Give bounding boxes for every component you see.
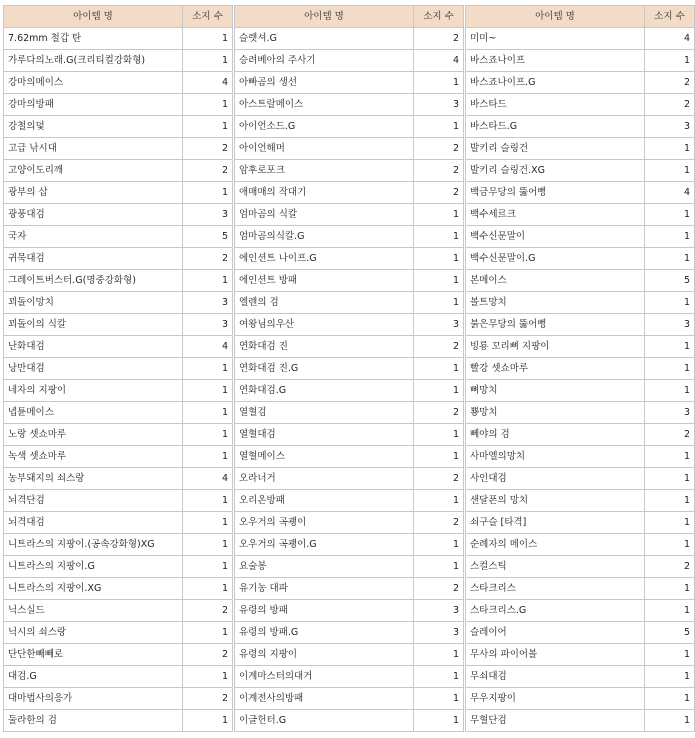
item-count-cell: 1 <box>645 160 695 182</box>
item-count-cell: 2 <box>414 468 464 490</box>
item-count-cell: 2 <box>183 688 233 710</box>
item-count-cell: 1 <box>183 534 233 556</box>
item-name-cell: 뿅망치 <box>466 402 645 424</box>
item-count-cell: 1 <box>645 446 695 468</box>
item-count-cell: 1 <box>645 688 695 710</box>
item-count-cell: 3 <box>414 314 464 336</box>
item-name-cell: 니트라스의 지팡이.(공속강화형)XG <box>4 534 183 556</box>
item-name-cell: 엄마곰의식칼.G <box>235 226 414 248</box>
table-row <box>4 688 695 710</box>
item-name-cell: 스컬스틱 <box>466 556 645 578</box>
item-count-cell: 1 <box>414 644 464 666</box>
item-name-cell: 승려베아의 주사기 <box>235 50 414 72</box>
item-name-cell: 이글헌터.G <box>235 710 414 732</box>
item-name-cell: 백수신문말이 <box>466 226 645 248</box>
item-name-cell: 니트라스의 지팡이.XG <box>4 578 183 600</box>
item-name-cell: 아이언해머 <box>235 138 414 160</box>
item-count-cell: 1 <box>183 358 233 380</box>
item-name-cell: 슬렛셔.G <box>235 28 414 50</box>
item-name-cell: 열혈검 <box>235 402 414 424</box>
table-row <box>4 644 695 666</box>
item-count-cell: 1 <box>183 578 233 600</box>
item-count-cell: 1 <box>183 424 233 446</box>
item-count-cell: 3 <box>645 116 695 138</box>
item-name-cell: 슬레이어 <box>466 622 645 644</box>
item-count-cell: 1 <box>414 556 464 578</box>
item-name-cell: 바스타드.G <box>466 116 645 138</box>
item-name-cell: 유령의 방패 <box>235 600 414 622</box>
item-name-cell: 바스죠나이프.G <box>466 72 645 94</box>
item-name-cell: 광부의 삽 <box>4 182 183 204</box>
table-row <box>4 336 695 358</box>
item-count-cell: 4 <box>645 182 695 204</box>
item-count-cell: 2 <box>414 182 464 204</box>
item-count-cell: 2 <box>645 94 695 116</box>
item-name-cell: 강철의덫 <box>4 116 183 138</box>
table-row <box>4 248 695 270</box>
item-name-cell: 강마의메이스 <box>4 72 183 94</box>
item-name-cell: 아스트랄메이스 <box>235 94 414 116</box>
item-name-cell: 강마의방패 <box>4 94 183 116</box>
item-name-cell: 뼈망치 <box>466 380 645 402</box>
table-row <box>4 160 695 182</box>
item-name-cell: 고양이도리깨 <box>4 160 183 182</box>
header-row <box>4 6 695 28</box>
table-row <box>4 402 695 424</box>
item-count-cell: 1 <box>183 182 233 204</box>
item-count-cell: 1 <box>645 204 695 226</box>
item-count-cell: 1 <box>183 556 233 578</box>
item-count-cell: 2 <box>414 160 464 182</box>
item-count-cell: 2 <box>414 402 464 424</box>
item-name-cell: 연화대검 진.G <box>235 358 414 380</box>
item-count-cell: 3 <box>645 314 695 336</box>
item-count-cell: 1 <box>183 512 233 534</box>
item-name-cell: 고급 낚시대 <box>4 138 183 160</box>
item-count-cell: 1 <box>183 402 233 424</box>
item-count-cell: 2 <box>183 138 233 160</box>
item-name-cell: 열혈대검 <box>235 424 414 446</box>
item-count-cell: 4 <box>645 28 695 50</box>
item-name-cell: 꾀돌이망치 <box>4 292 183 314</box>
table-row <box>4 666 695 688</box>
item-name-cell: 유기농 대파 <box>235 578 414 600</box>
item-name-cell: 샌달폰의 망치 <box>466 490 645 512</box>
item-count-cell: 1 <box>183 710 233 732</box>
inventory-table <box>3 5 695 732</box>
item-count-cell: 1 <box>645 138 695 160</box>
item-count-cell: 1 <box>645 600 695 622</box>
item-name-cell: 둘라한의 검 <box>4 710 183 732</box>
item-name-cell: 농부돼지의 쇠스랑 <box>4 468 183 490</box>
item-name-cell: 닉스실드 <box>4 600 183 622</box>
item-count-cell: 1 <box>645 490 695 512</box>
item-count-cell: 2 <box>414 336 464 358</box>
table-row <box>4 578 695 600</box>
item-count-cell: 1 <box>414 204 464 226</box>
item-name-cell: 여왕님의우산 <box>235 314 414 336</box>
item-name-cell: 닉시의 쇠스랑 <box>4 622 183 644</box>
item-count-cell: 3 <box>183 314 233 336</box>
item-name-cell: 네자의 지팡이 <box>4 380 183 402</box>
table-row <box>4 270 695 292</box>
table-row <box>4 292 695 314</box>
item-name-cell: 그레이트버스터.G(명중강화형) <box>4 270 183 292</box>
item-count-cell: 2 <box>645 424 695 446</box>
table-row <box>4 358 695 380</box>
item-name-cell: 백금무당의 뚫어뻥 <box>466 182 645 204</box>
item-name-cell: 유령의 지팡이 <box>235 644 414 666</box>
header-count: 소지 수 <box>414 6 464 28</box>
item-count-cell: 1 <box>645 248 695 270</box>
table-row <box>4 600 695 622</box>
item-name-cell: 스타크리스.G <box>466 600 645 622</box>
table-row <box>4 512 695 534</box>
item-count-cell: 4 <box>183 72 233 94</box>
item-count-cell: 1 <box>183 50 233 72</box>
item-count-cell: 3 <box>414 600 464 622</box>
item-name-cell: 빨강 셋쇼마루 <box>466 358 645 380</box>
item-count-cell: 1 <box>645 50 695 72</box>
item-name-cell: 무사의 파이어볼 <box>466 644 645 666</box>
table-row <box>4 72 695 94</box>
item-name-cell: 대검.G <box>4 666 183 688</box>
item-name-cell: 녹색 셋쇼마루 <box>4 446 183 468</box>
header-item-name: 아이템 명 <box>466 6 645 28</box>
item-name-cell: 넵튠메이스 <box>4 402 183 424</box>
item-count-cell: 1 <box>645 710 695 732</box>
table-row <box>4 204 695 226</box>
header-count: 소지 수 <box>645 6 695 28</box>
item-count-cell: 3 <box>183 204 233 226</box>
item-name-cell: 에인션트 방패 <box>235 270 414 292</box>
item-count-cell: 2 <box>645 72 695 94</box>
item-name-cell: 오라너거 <box>235 468 414 490</box>
item-name-cell: 백수신문말이.G <box>466 248 645 270</box>
item-count-cell: 1 <box>645 666 695 688</box>
item-name-cell: 아이언소드.G <box>235 116 414 138</box>
item-name-cell: 대마법사의응가 <box>4 688 183 710</box>
item-count-cell: 2 <box>183 600 233 622</box>
item-count-cell: 1 <box>183 270 233 292</box>
table-row <box>4 28 695 50</box>
item-count-cell: 3 <box>183 292 233 314</box>
item-name-cell: 열혈메이스 <box>235 446 414 468</box>
item-count-cell: 1 <box>183 94 233 116</box>
item-count-cell: 1 <box>645 644 695 666</box>
item-name-cell: 아빠곰의 생선 <box>235 72 414 94</box>
item-name-cell: 국자 <box>4 226 183 248</box>
table-row <box>4 490 695 512</box>
item-count-cell: 2 <box>183 160 233 182</box>
item-name-cell: 광풍대검 <box>4 204 183 226</box>
table-row <box>4 556 695 578</box>
item-name-cell: 사마엘의망치 <box>466 446 645 468</box>
item-name-cell: 사인대검 <box>466 468 645 490</box>
item-name-cell: 7.62mm 철갑 탄 <box>4 28 183 50</box>
item-count-cell: 3 <box>414 622 464 644</box>
item-name-cell: 애매매의 작대기 <box>235 182 414 204</box>
table-row <box>4 94 695 116</box>
item-name-cell: 스타크리스 <box>466 578 645 600</box>
item-count-cell: 1 <box>414 116 464 138</box>
item-count-cell: 2 <box>414 28 464 50</box>
table-row <box>4 138 695 160</box>
item-name-cell: 오리온방패 <box>235 490 414 512</box>
item-name-cell: 쇠구슬 [타격] <box>466 512 645 534</box>
item-name-cell: 유령의 방패.G <box>235 622 414 644</box>
item-count-cell: 4 <box>183 336 233 358</box>
item-count-cell: 5 <box>645 622 695 644</box>
item-count-cell: 1 <box>183 446 233 468</box>
item-count-cell: 3 <box>414 94 464 116</box>
item-name-cell: 요술봉 <box>235 556 414 578</box>
table-row <box>4 182 695 204</box>
item-name-cell: 가루다의노래.G(크리티컬강화형) <box>4 50 183 72</box>
item-count-cell: 1 <box>414 270 464 292</box>
item-count-cell: 3 <box>645 402 695 424</box>
item-count-cell: 1 <box>414 226 464 248</box>
item-count-cell: 1 <box>414 424 464 446</box>
item-count-cell: 1 <box>645 578 695 600</box>
item-count-cell: 1 <box>183 622 233 644</box>
item-name-cell: 무쇠대검 <box>466 666 645 688</box>
table-row <box>4 622 695 644</box>
table-row <box>4 380 695 402</box>
item-count-cell: 2 <box>645 556 695 578</box>
item-name-cell: 엘렌의 검 <box>235 292 414 314</box>
item-name-cell: 발키리 슬링건 <box>466 138 645 160</box>
item-name-cell: 미미~ <box>466 28 645 50</box>
item-name-cell: 난화대검 <box>4 336 183 358</box>
item-name-cell: 니트라스의 지팡이.G <box>4 556 183 578</box>
item-name-cell: 백수세르크 <box>466 204 645 226</box>
item-count-cell: 4 <box>414 50 464 72</box>
item-name-cell: 단단한빼빼로 <box>4 644 183 666</box>
table-row <box>4 446 695 468</box>
item-count-cell: 5 <box>183 226 233 248</box>
item-count-cell: 1 <box>645 292 695 314</box>
item-name-cell: 붉은무당의 뚫어뻥 <box>466 314 645 336</box>
item-count-cell: 2 <box>414 578 464 600</box>
item-count-cell: 4 <box>183 468 233 490</box>
table-row <box>4 468 695 490</box>
item-count-cell: 1 <box>414 380 464 402</box>
item-name-cell: 무우지팡이 <box>466 688 645 710</box>
item-count-cell: 1 <box>414 666 464 688</box>
item-count-cell: 1 <box>645 512 695 534</box>
item-count-cell: 1 <box>645 534 695 556</box>
item-count-cell: 1 <box>645 358 695 380</box>
table-row <box>4 226 695 248</box>
item-count-cell: 2 <box>414 138 464 160</box>
header-item-name: 아이템 명 <box>235 6 414 28</box>
item-count-cell: 1 <box>645 336 695 358</box>
item-count-cell: 2 <box>183 644 233 666</box>
item-name-cell: 뇌격단검 <box>4 490 183 512</box>
item-count-cell: 1 <box>414 688 464 710</box>
item-name-cell: 순례자의 메이스 <box>466 534 645 556</box>
item-name-cell: 바스타드 <box>466 94 645 116</box>
item-count-cell: 1 <box>183 116 233 138</box>
table-row <box>4 534 695 556</box>
item-name-cell: 노랑 셋쇼마루 <box>4 424 183 446</box>
item-name-cell: 뻬야의 검 <box>466 424 645 446</box>
item-name-cell: 무혈단검 <box>466 710 645 732</box>
item-count-cell: 1 <box>414 446 464 468</box>
item-name-cell: 볼트망치 <box>466 292 645 314</box>
item-name-cell: 바스죠나이프 <box>466 50 645 72</box>
item-name-cell: 오우거의 곡괭이.G <box>235 534 414 556</box>
item-count-cell: 1 <box>183 490 233 512</box>
header-item-name: 아이템 명 <box>4 6 183 28</box>
table-row <box>4 116 695 138</box>
item-name-cell: 이계전사의방패 <box>235 688 414 710</box>
item-count-cell: 1 <box>414 534 464 556</box>
item-name-cell: 낭만대검 <box>4 358 183 380</box>
table-row <box>4 424 695 446</box>
item-count-cell: 1 <box>645 468 695 490</box>
item-name-cell: 연화대검.G <box>235 380 414 402</box>
item-count-cell: 1 <box>645 226 695 248</box>
item-count-cell: 1 <box>414 710 464 732</box>
item-name-cell: 암후로포크 <box>235 160 414 182</box>
item-count-cell: 1 <box>414 72 464 94</box>
item-name-cell: 오우거의 곡괭이 <box>235 512 414 534</box>
item-name-cell: 본메이스 <box>466 270 645 292</box>
item-count-cell: 1 <box>414 490 464 512</box>
item-count-cell: 2 <box>183 248 233 270</box>
table-row <box>4 710 695 732</box>
item-name-cell: 빙룡 꼬리뼈 지팡이 <box>466 336 645 358</box>
item-name-cell: 뇌격대검 <box>4 512 183 534</box>
item-count-cell: 2 <box>414 512 464 534</box>
header-count: 소지 수 <box>183 6 233 28</box>
item-count-cell: 1 <box>414 358 464 380</box>
item-name-cell: 연화대검 진 <box>235 336 414 358</box>
item-name-cell: 발키리 슬링건.XG <box>466 160 645 182</box>
item-count-cell: 1 <box>183 380 233 402</box>
item-name-cell: 엄마곰의 식칼 <box>235 204 414 226</box>
item-name-cell: 에인션트 나이프.G <box>235 248 414 270</box>
item-name-cell: 이계마스터의대거 <box>235 666 414 688</box>
item-count-cell: 1 <box>414 248 464 270</box>
item-count-cell: 1 <box>414 292 464 314</box>
table-row <box>4 314 695 336</box>
item-count-cell: 1 <box>183 28 233 50</box>
table-row <box>4 50 695 72</box>
item-count-cell: 5 <box>645 270 695 292</box>
item-name-cell: 귀묵대검 <box>4 248 183 270</box>
item-count-cell: 1 <box>645 380 695 402</box>
item-count-cell: 1 <box>183 666 233 688</box>
item-name-cell: 꾀돌이의 식칼 <box>4 314 183 336</box>
